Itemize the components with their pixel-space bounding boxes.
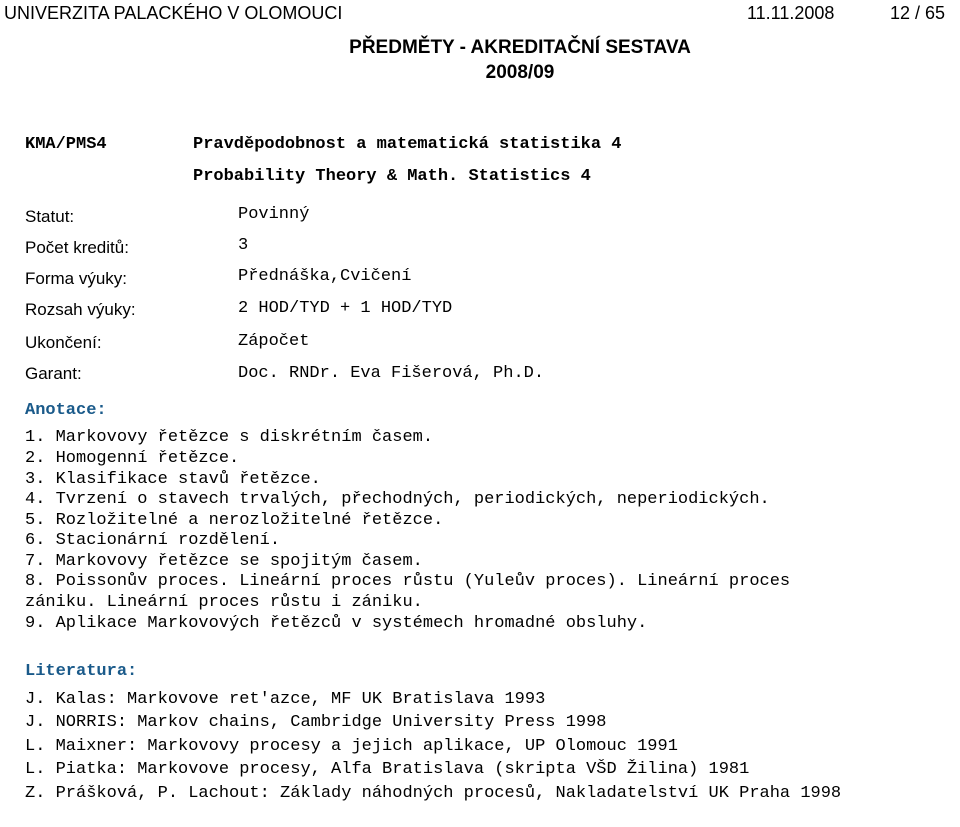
literatura-heading: Literatura:: [25, 662, 138, 681]
field-value-kredity: 3: [238, 236, 249, 255]
anotace-heading: Anotace:: [25, 401, 107, 420]
anotace-line: 1. Markovovy řetězce s diskrétním časem.: [25, 428, 434, 447]
field-label-forma: Forma výuky:: [25, 269, 128, 288]
literatura-item: Z. Prášková, P. Lachout: Základy náhodných procesů, Nakladatelství UK Praha 1998: [25, 784, 842, 803]
course-title-cz: Pravděpodobnost a matematická statistika 4: [193, 135, 622, 154]
report-date: 11.11.2008: [747, 3, 835, 23]
academic-year: 2008/09: [485, 62, 555, 83]
field-value-garant: Doc. RNDr. Eva Fišerová, Ph.D.: [238, 364, 545, 383]
anotace-line: 8. Poissonův proces. Lineární proces růstu (Yuleův proces). Lineární proces: [25, 572, 791, 591]
field-label-garant: Garant:: [25, 364, 82, 383]
literatura-item: J. Kalas: Markovove ret'azce, MF UK Bratislava 1993: [25, 690, 546, 709]
anotace-line: 2. Homogenní řetězce.: [25, 449, 240, 468]
course-title-en: Probability Theory & Math. Statistics 4: [193, 167, 591, 186]
literatura-item: J. NORRIS: Markov chains, Cambridge University Press 1998: [25, 713, 607, 732]
field-label-kredity: Počet kreditů:: [25, 238, 129, 257]
field-label-statut: Statut:: [25, 207, 75, 226]
report-title: PŘEDMĚTY - AKREDITAČNÍ SESTAVA: [349, 37, 691, 58]
field-label-ukonceni: Ukončení:: [25, 333, 102, 352]
university-name: UNIVERZITA PALACKÉHO V OLOMOUCI: [4, 3, 343, 23]
anotace-line: 4. Tvrzení o stavech trvalých, přechodných, periodických, neperiodických.: [25, 490, 770, 509]
anotace-line: 5. Rozložitelné a nerozložitelné řetězce.: [25, 511, 444, 530]
literatura-item: L. Maixner: Markovovy procesy a jejich aplikace, UP Olomouc 1991: [25, 737, 678, 756]
literatura-item: L. Piatka: Markovove procesy, Alfa Bratislava (skripta VŠD Žilina) 1981: [25, 760, 750, 779]
anotace-line: 7. Markovovy řetězce se spojitým časem.: [25, 552, 423, 571]
field-value-ukonceni: Zápočet: [238, 332, 310, 351]
field-value-forma: Přednáška,Cvičení: [238, 267, 412, 286]
field-value-rozsah: 2 HOD/TYD + 1 HOD/TYD: [238, 299, 453, 318]
anotace-line: zániku. Lineární proces růstu i zániku.: [25, 593, 423, 612]
field-value-statut: Povinný: [238, 205, 310, 224]
anotace-line: 3. Klasifikace stavů řetězce.: [25, 470, 321, 489]
field-label-rozsah: Rozsah výuky:: [25, 300, 136, 319]
page-number: 12 / 65: [890, 3, 946, 23]
anotace-line: 9. Aplikace Markovových řetězců v systémech hromadné obsluhy.: [25, 614, 648, 633]
anotace-line: 6. Stacionární rozdělení.: [25, 531, 281, 550]
course-code: KMA/PMS4: [25, 135, 107, 154]
